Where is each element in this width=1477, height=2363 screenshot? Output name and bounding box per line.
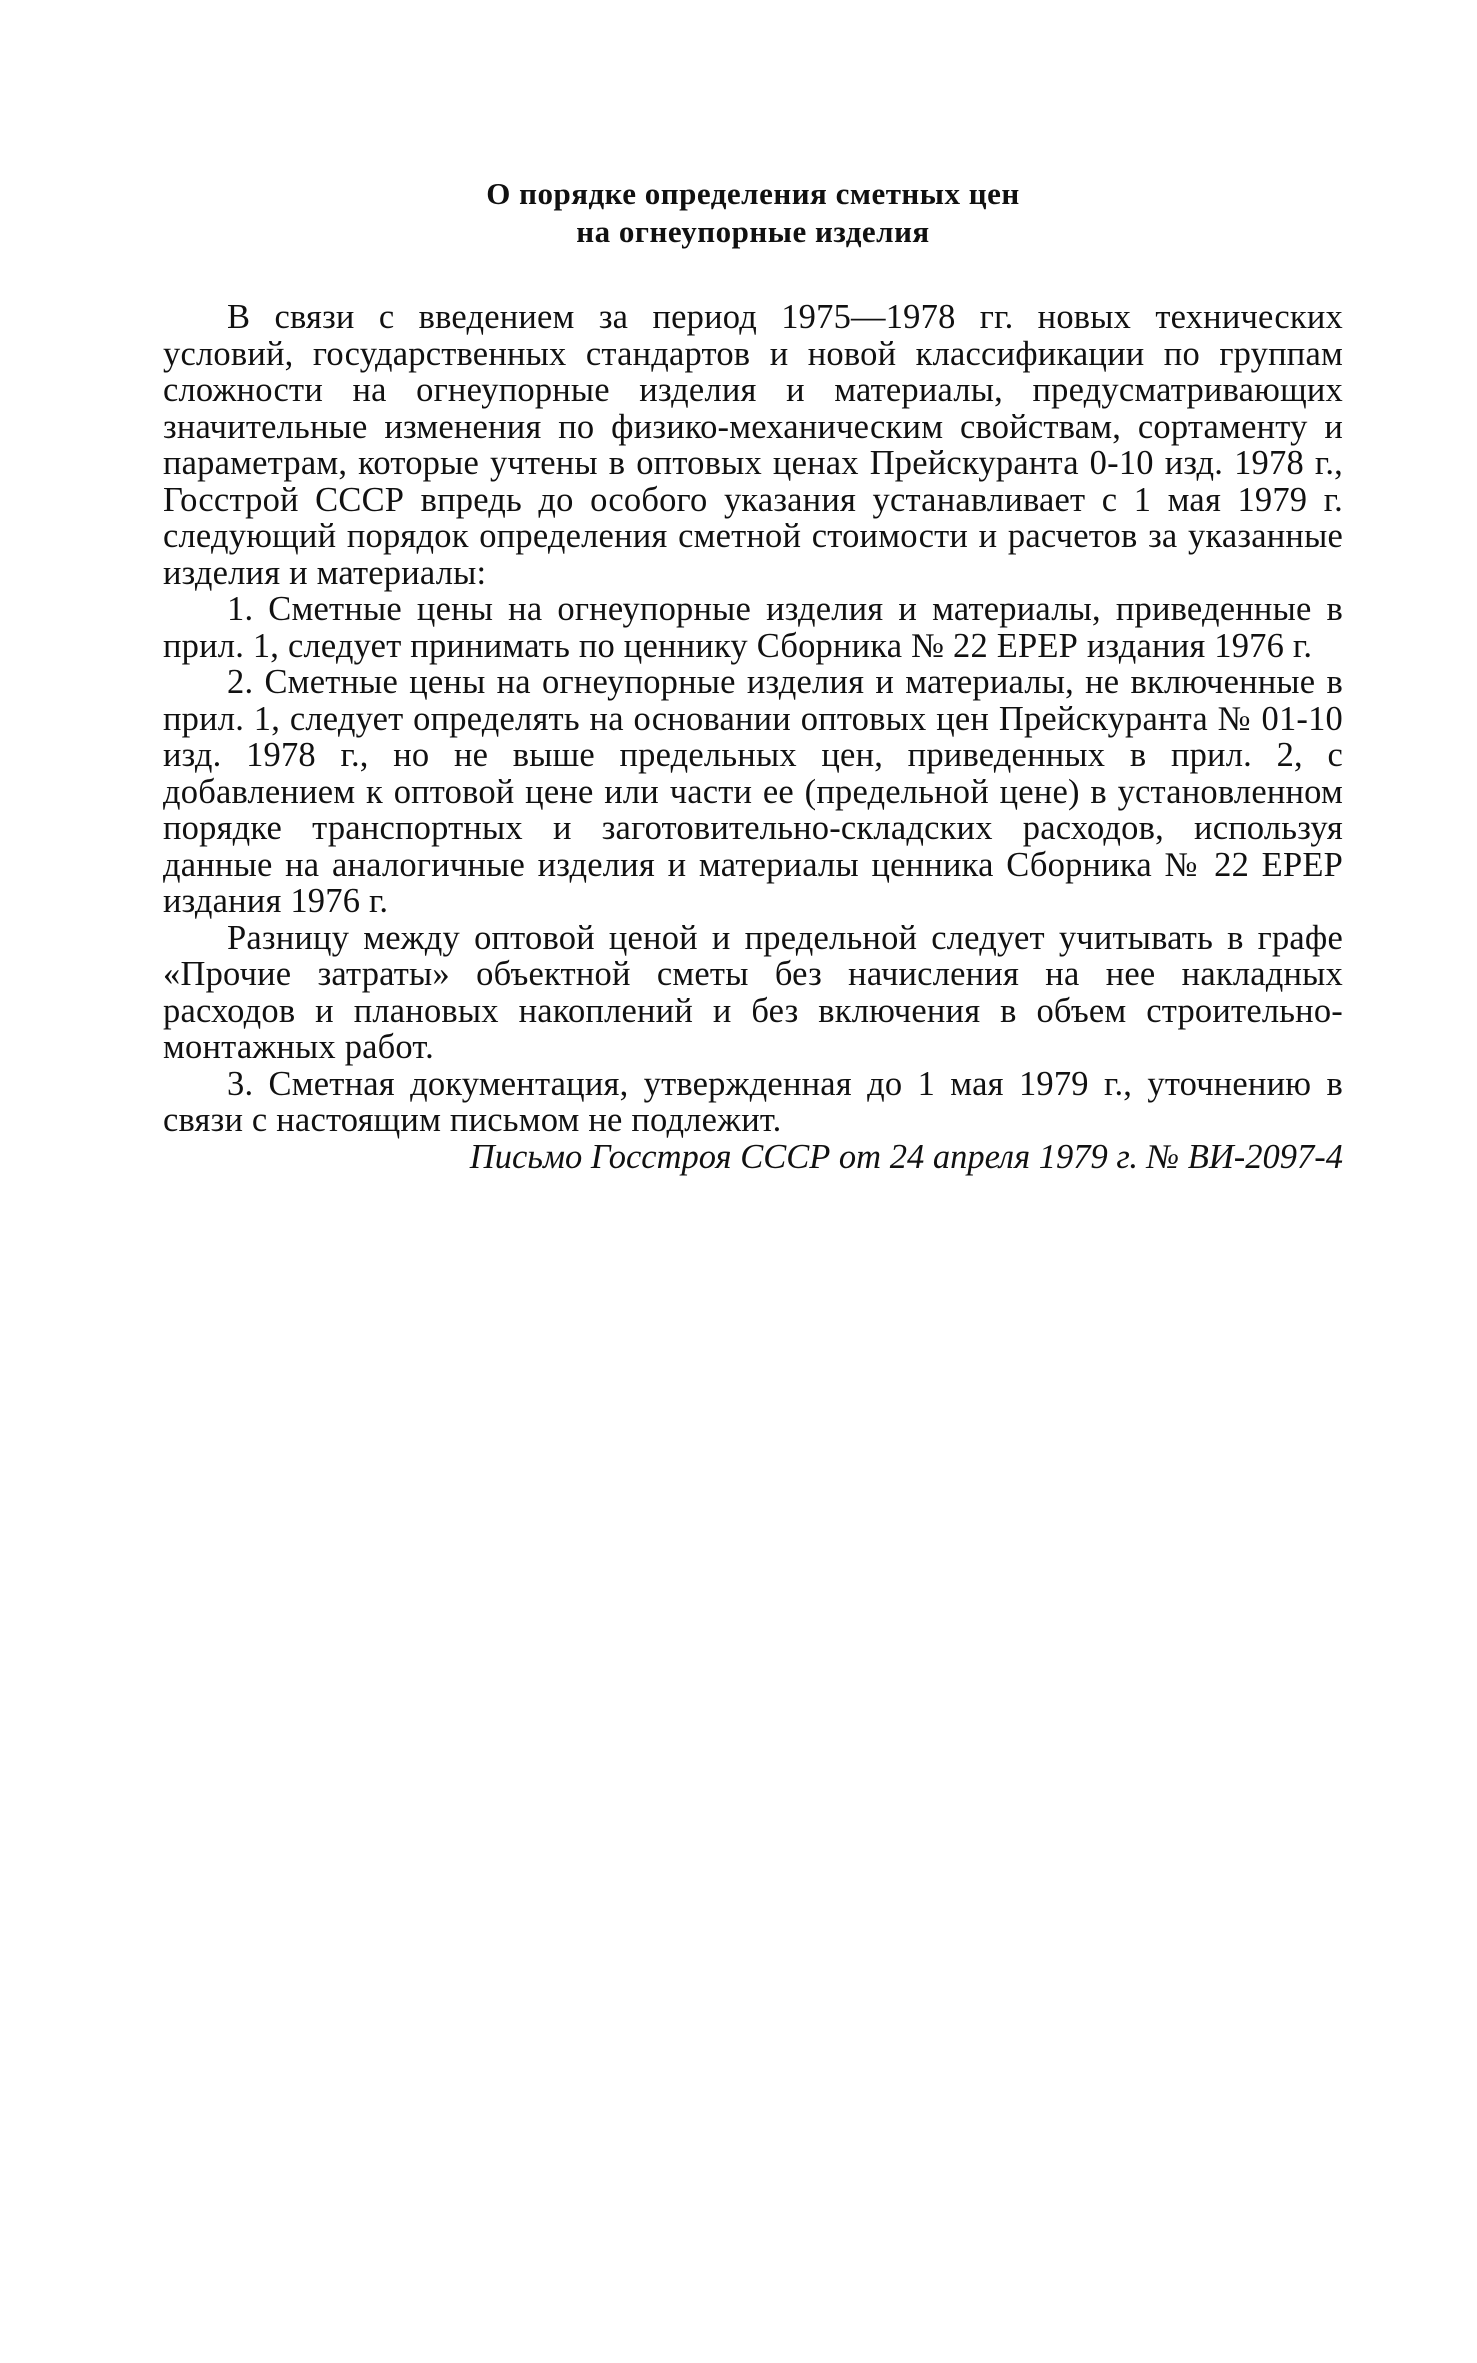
document-page <box>163 175 1343 1175</box>
letter-reference: Письмо Госстроя СССР от 24 апреля 1979 г. № ВИ-2097-4 <box>469 1137 1343 1176</box>
paragraph-intro: В связи с введением за период 1975—1978 гг. новых технических условий, государственных стандартов и новой классификации по группам сложности на огнеупорные изделия и материалы, предусматривающих значительные изменения по физико-механическим свойствам, сортаменту и параметрам, которые учтены в оптовых ценах Прейскуранта 0-10 изд. 1978 г., Госстрой СССР впредь до особого указания устанавливает с 1 мая 1979 г. следующий порядок определения сметной стоимости и расчетов за указанные изделия и материалы: <box>163 298 1343 592</box>
paragraph-item-1: 1. Сметные цены на огнеупорные изделия и материалы, приведенные в прил. 1, следует принимать по ценнику Сборника № 22 ЕРЕР издания 1976 г. <box>163 590 1343 665</box>
paragraph-difference: Разницу между оптовой ценой и предельной следует учитывать в графе «Прочие затраты» объектной сметы без начисления на нее накладных расходов и плановых накоплений и без включения в объем строительно-монтажных работ. <box>163 918 1343 1066</box>
document-title <box>163 175 1343 251</box>
document-body <box>163 299 1343 1139</box>
paragraph-item-3: 3. Сметная документация, утвержденная до 1 мая 1979 г., уточнению в связи с настоящим письмом не подлежит. <box>163 1064 1343 1139</box>
title-line-2: на огнеупорные изделия <box>576 214 930 249</box>
paragraph-item-2: 2. Сметные цены на огнеупорные изделия и материалы, не включенные в прил. 1, следует определять на основании оптовых цен Прейскуранта № 01-10 изд. 1978 г., но не выше предельных цен, приведенных в прил. 2, с добавлением к оптовой цене или части ее (предельной цене) в установленном порядке транспортных и заготовительно-складских расходов, используя данные на аналогичные изделия и материалы ценника Сборника № 22 ЕРЕР издания 1976 г. <box>163 663 1343 920</box>
title-line-1: О порядке определения сметных цен <box>486 176 1020 211</box>
